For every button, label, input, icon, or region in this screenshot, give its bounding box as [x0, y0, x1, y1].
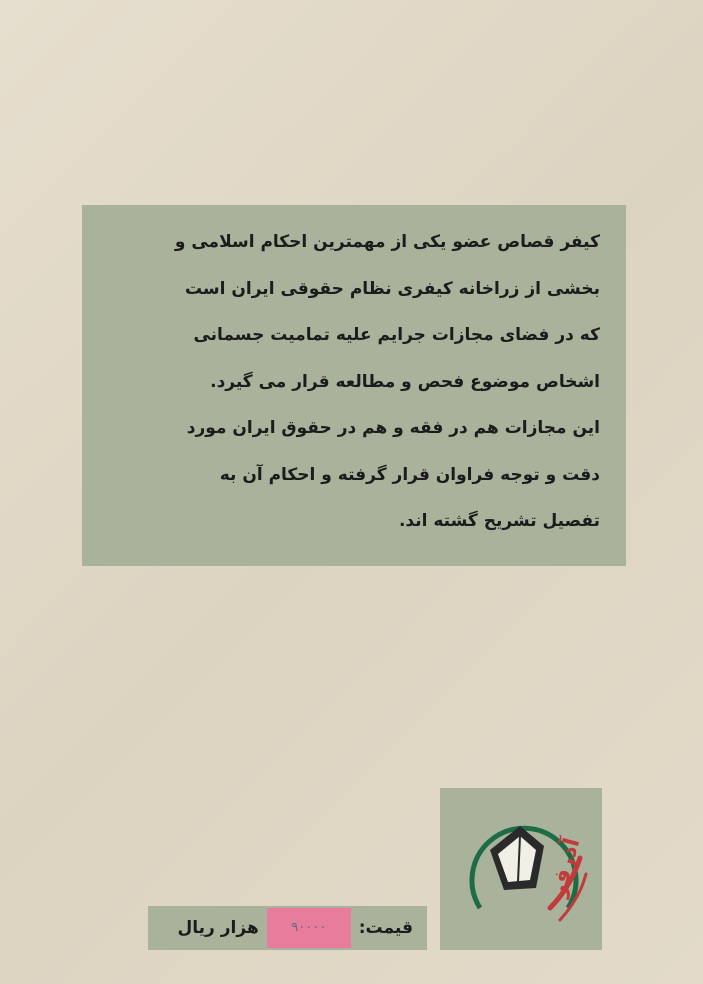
blurb-line-6: دقت و توجه فراوان قرار گرفته و احکام آن به [219, 464, 600, 485]
price-unit: هزار ریال [177, 918, 259, 938]
blurb-panel [82, 205, 626, 566]
price-sticker: ۹۰۰۰۰ [267, 908, 351, 948]
blurb-line-3: که در فضای مجازات جرایم علیه تمامیت جسمانی [193, 325, 600, 345]
price-box [148, 906, 427, 950]
blurb-line-7: تفصیل تشریح گشته اند. [398, 511, 600, 531]
blurb-line-2: بخشی از زراخانه کیفری نظام حقوقی ایران است [184, 278, 600, 299]
blurb-line-4: اشخاص موضوع فحص و مطالعه قرار می گیرد. [210, 371, 600, 392]
blurb-line-1: کیفر قصاص عضو یکی از مهمترین احکام اسلامی و [174, 232, 600, 252]
publisher-logo [440, 788, 602, 950]
logo-text: آذرفر [545, 835, 586, 900]
price-label: قیمت: [358, 918, 413, 938]
blurb-line-5: این مجازات هم در فقه و هم در حقوق ایران مورد [186, 418, 600, 438]
open-book-icon [440, 788, 602, 950]
